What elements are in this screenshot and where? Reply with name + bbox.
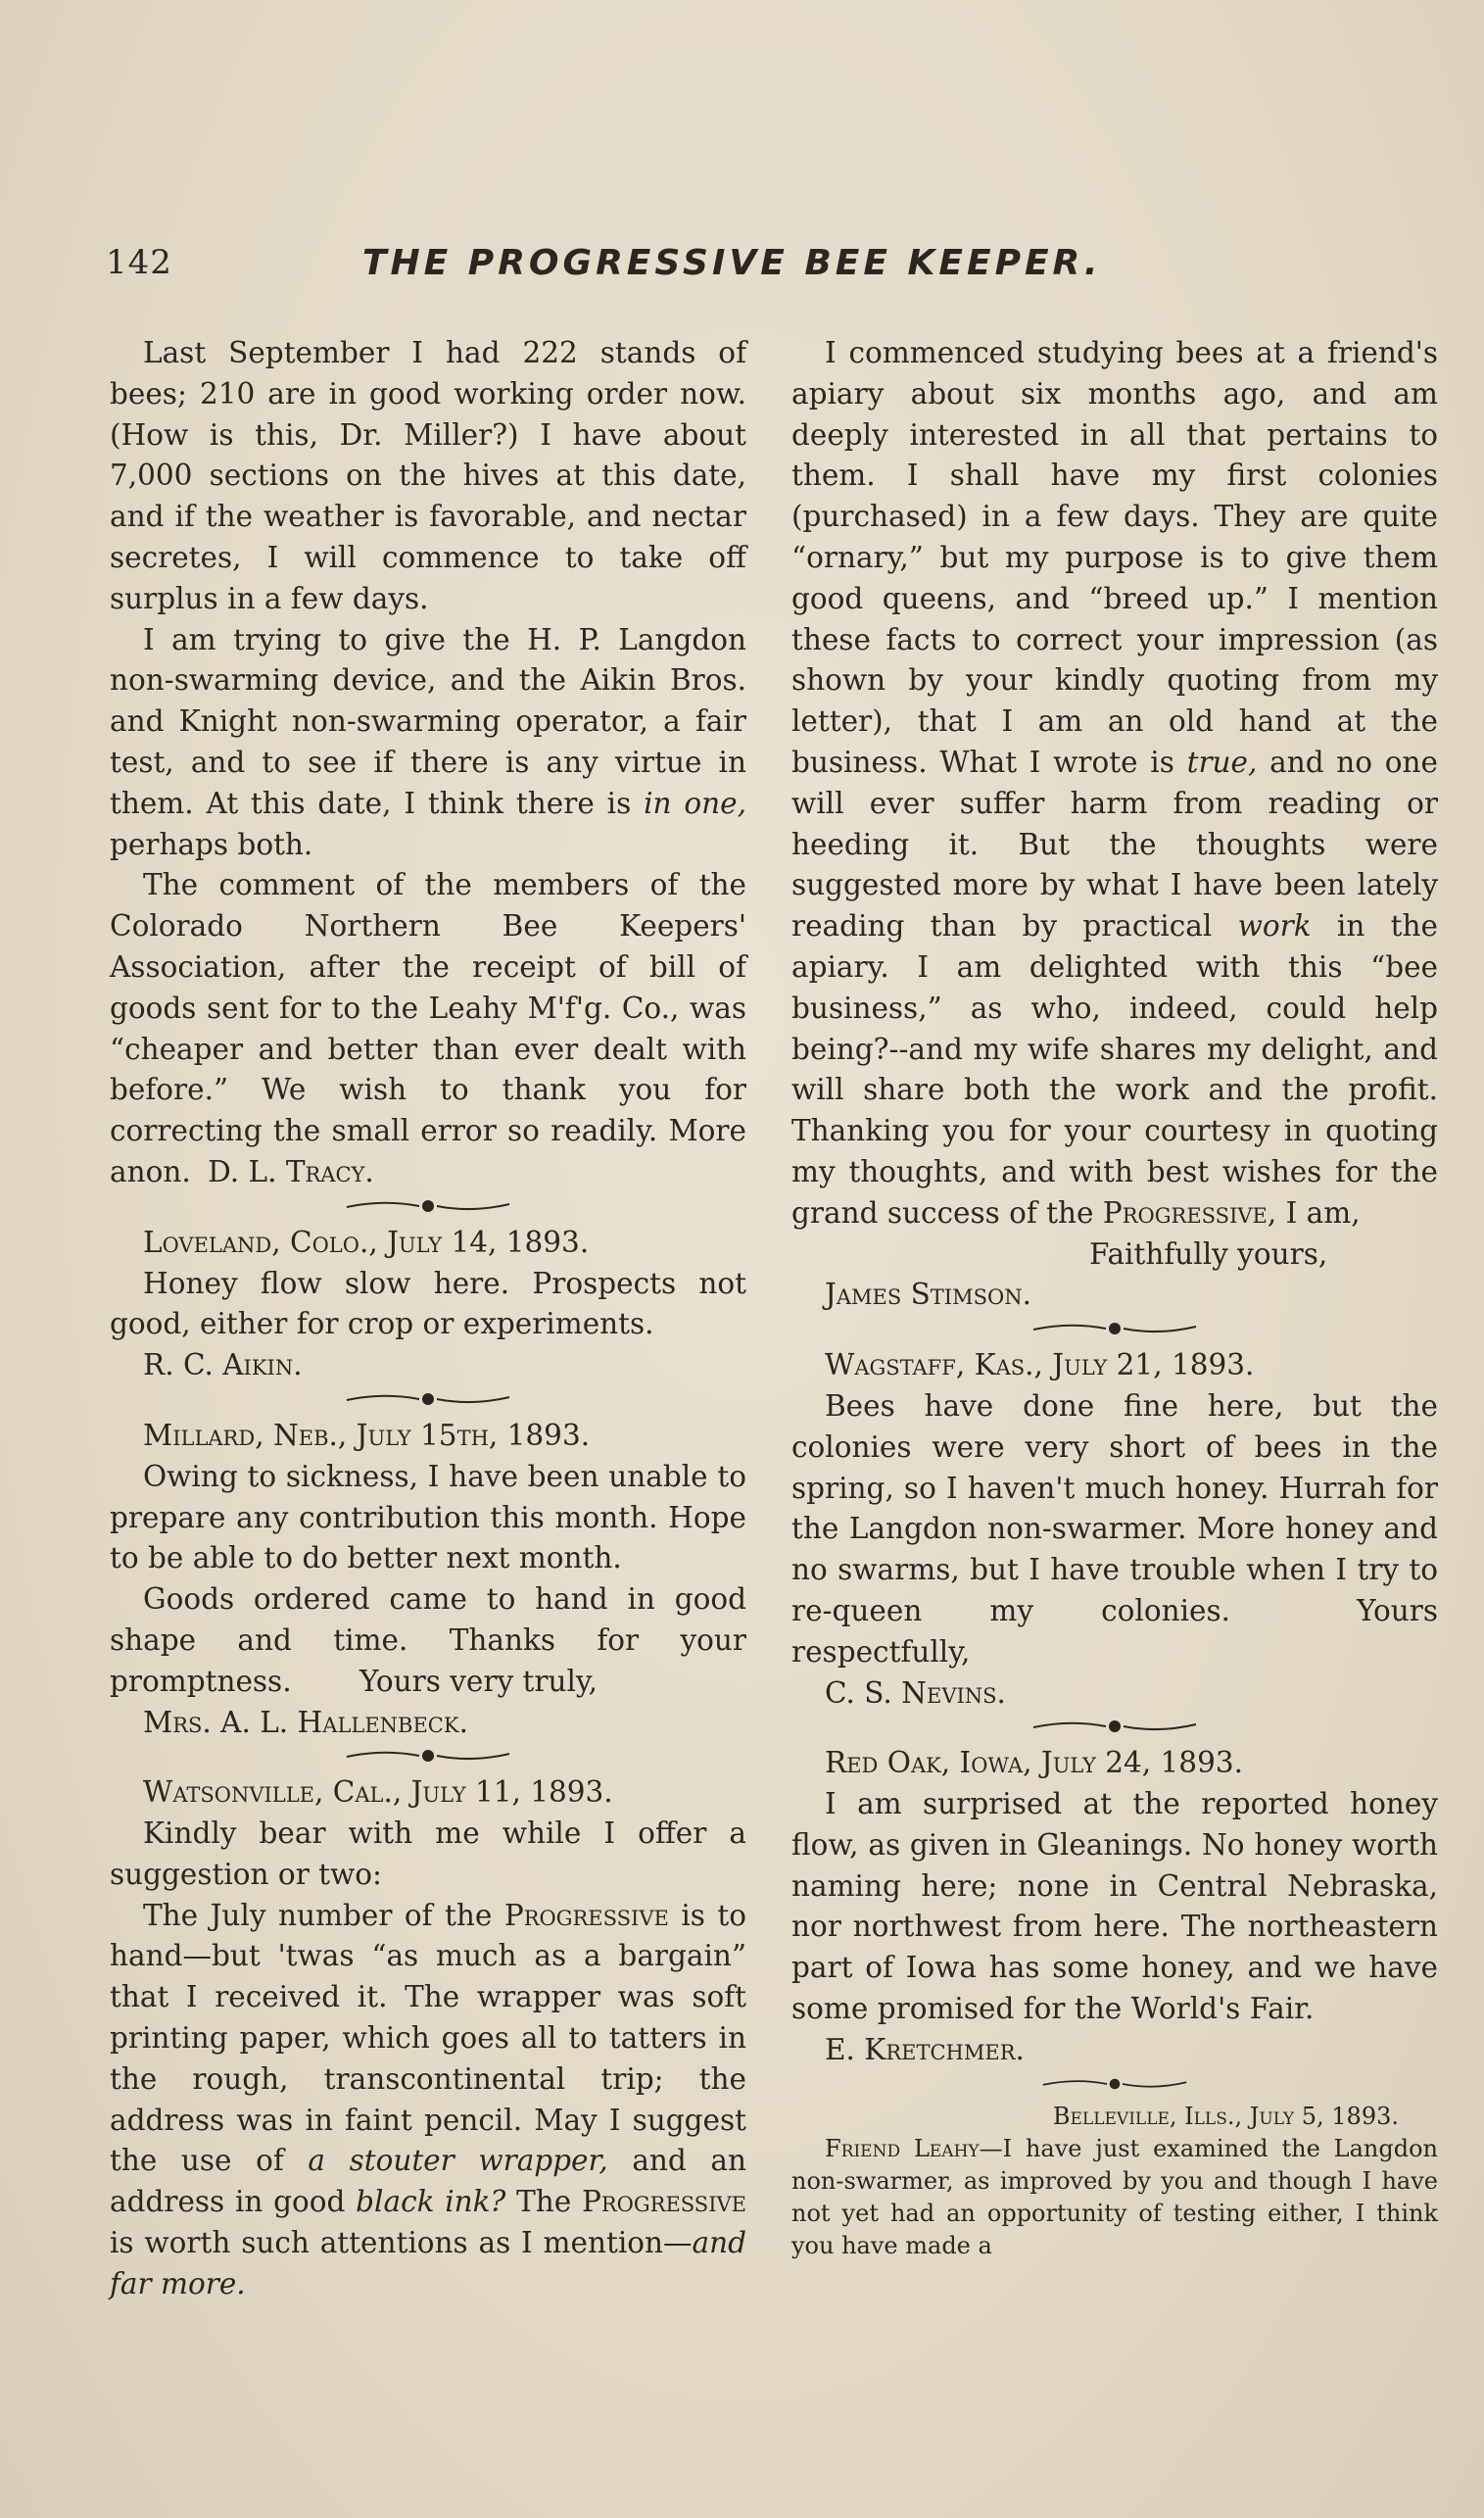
dateline: Red Oak, Iowa, July 24, 1893. bbox=[825, 1746, 1243, 1780]
ornamental-rule bbox=[791, 1716, 1438, 1737]
nevins-body: Bees have done fine here, but the colonies were very short of bees in the spring, so I haven't much honey. Hurrah for the Langdon non-swarmer. More honey and no swarms, but I have trouble when I try to re-queen my colonies. Yours respectfully, bbox=[791, 1388, 1438, 1669]
belleville-body: Friend Leahy—I have just examined the Langdon non-swarmer, as improved by you and though I have not yet had an opportunity of testing either, I think you have made a bbox=[791, 2134, 1438, 2259]
tracy-paragraph-1: Last September I had 222 stands of bees; 210 are in good working order now. (How is this, Dr. Miller?) I have about 7,000 sections on the hives at this date, and if the weather is favorable, and nectar secretes, I will commence to take off surplus in a few days. bbox=[110, 336, 746, 615]
salutation: Friend Leahy bbox=[825, 2134, 980, 2162]
belleville-letter bbox=[791, 2101, 1438, 2262]
dateline: Wagstaff, Kas., July 21, 1893. bbox=[825, 1348, 1255, 1382]
signature: R. C. Aikin. bbox=[143, 1348, 303, 1382]
closing: Yours respectfully, bbox=[791, 1593, 1438, 1669]
stimson-paragraph: I commenced studying bees at a friend's apiary about six months ago, and am deeply interested in all that pertains to them. I shall have my first colonies (purchased) in a few days. They are quite “ornary,” but my purpose is to give them good queens, and “breed up.” I mention these facts to correct your impression (as shown by your kindly quoting from my letter), that I am an old hand at the business. What I wrote is true, and no one will ever suffer harm from reading or heeding it. But the thoughts were suggested more by what I have been lately reading than by practical work in the apiary. I am delighted with this “bee business,” as who, indeed, could help being?--and my wife shares my delight, and will share both the work and the profit. Thanking you for your courtesy in quoting my thoughts, and with best wishes for the grand success of the Progressive, I am, bbox=[791, 336, 1438, 1230]
right-column bbox=[791, 333, 1438, 2262]
ornamental-rule bbox=[791, 2073, 1438, 2095]
closing: Faithfully yours, bbox=[1089, 1236, 1328, 1271]
tracy-paragraph-3: The comment of the members of the Colorado Northern Bee Keepers' Association, after the receipt of bill of goods sent for to the Leahy M'f'g. Co., was “cheaper and better than ever dealt with before.” We wish to thank you for correcting the small error so readily. More anon. D. L. Tracy. bbox=[110, 868, 746, 1188]
watsonville-paragraph-1: Kindly bear with me while I offer a suggestion or two: bbox=[110, 1816, 746, 1891]
tracy-paragraph-2: I am trying to give the H. P. Langdon non-swarming device, and the Aikin Bros. and Knight non-swarming operator, a fair test, and to see if there is any virtue in them. At this date, I think there is in one, perhaps both. bbox=[110, 622, 747, 861]
dateline: Loveland, Colo., July 14, 1893. bbox=[143, 1225, 590, 1259]
kretchmer-body: I am surprised at the reported honey flow, as given in Gleanings. No honey worth naming here; none in Central Nebraska, nor northwest from here. The northeastern part of Iowa has some honey, and we have some promised for the World's Fair. bbox=[791, 1787, 1438, 2026]
signature: D. L. Tracy. bbox=[208, 1154, 374, 1188]
ornamental-rule bbox=[110, 1745, 746, 1767]
hallenbeck-paragraph-2: Goods ordered came to hand in good shape and time. Thanks for your promptness. Yours very truly, bbox=[110, 1582, 746, 1698]
hallenbeck-paragraph-1: Owing to sickness, I have been unable to prepare any contribution this month. Hope to be able to do better next month. bbox=[110, 1459, 746, 1575]
aikin-body: Honey flow slow here. Prospects not good, either for crop or experiments. bbox=[110, 1266, 746, 1341]
watsonville-paragraph-2: The July number of the Progressive is to hand—but 'twas “as much as a bargain” that I received it. The wrapper was soft printing paper, which goes all to tatters in the rough, transcontinental trip; the address was in faint pencil. May I suggest the use of a stouter wrapper, and an address in good black ink? The Progressive is worth such attentions as I mention—and far more. bbox=[110, 1898, 747, 2300]
dateline: Millard, Neb., July 15th, 1893. bbox=[143, 1418, 591, 1452]
running-title: THE PROGRESSIVE BEE KEEPER. bbox=[362, 243, 1102, 283]
signature: James Stimson. bbox=[825, 1278, 1031, 1312]
left-column bbox=[110, 333, 746, 2305]
ornamental-rule bbox=[110, 1195, 746, 1217]
ornamental-rule bbox=[791, 1318, 1438, 1339]
dateline: Belleville, Ills., July 5, 1893. bbox=[1052, 2102, 1399, 2130]
signature: C. S. Nevins. bbox=[825, 1675, 1006, 1710]
dateline: Watsonville, Cal., July 11, 1893. bbox=[143, 1775, 613, 1810]
page-number: 142 bbox=[106, 243, 172, 282]
signature: Mrs. A. L. Hallenbeck. bbox=[143, 1705, 468, 1739]
closing: Yours very truly, bbox=[359, 1664, 598, 1698]
ornamental-rule bbox=[110, 1388, 746, 1410]
signature: E. Kretchmer. bbox=[825, 2032, 1025, 2066]
